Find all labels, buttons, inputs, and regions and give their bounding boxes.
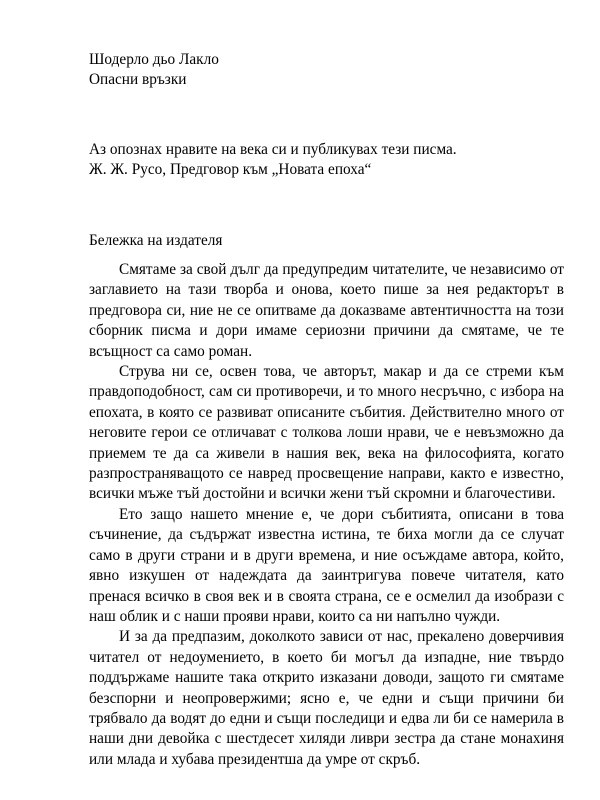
author-name: Шодерло дьо Лакло (89, 51, 219, 68)
epigraph-quote: Аз опознах нравите на века си и публикувах тези писма. (89, 141, 457, 158)
body-text (89, 260, 564, 770)
paragraph: Ето защо нашето мнение е, че дори събитията, описани в това съчинение, да съдържат известна истина, те биха могли да се случат само в други страни и в други времена, и ние осъждаме автора, който, явно изкушен от надеждата да заинтригува повече читателя, като пренася всичко в своя век и в своята страна, се е осмелил да изобрази с наш облик и с наши прояви нрави, които са ни напълно чужди. (89, 505, 564, 625)
paragraph: Смятаме за свой дълг да предупредим читателите, че независимо от заглавието на тази творба и онова, което пише за нея редакторът в предговора си, ние не се опитваме да доказваме автентичността на този сборник писма и дори имаме сериозни причини да смятаме, че те всъщност са само роман. (89, 261, 564, 360)
section-title: Бележка на издателя (89, 232, 223, 249)
epigraph-source: Ж. Ж. Русо, Предговор към „Новата епоха“ (89, 161, 372, 178)
book-header (89, 50, 559, 90)
paragraph: Струва ни се, освен това, че авторът, макар и да се стреми към правдоподобност, сам си противоречи, и то много несръчно, с избора на епохата, в която се развиват описаните събития. Действително много от неговите герои се отличават с толкова лоши нрави, че е невъзможно да приемем те да са живели в нашия век, века на философията, когато разпространяващото се навред просвещение направи, както е известно, всички мъже тъй достойни и всички жени тъй скромни и благочестиви. (89, 363, 564, 503)
epigraph (89, 140, 559, 180)
book-title: Опасни връзки (89, 71, 187, 88)
paragraph: И за да предпазим, доколкото зависи от нас, прекалено доверчивия читател от недоумението, в което би могъл да изпадне, ние твърдо поддържаме нашите така открито изказани доводи, защото ги смятаме безспорни и неопровержими; ясно е, че едни и същи причини би трябвало да водят до едни и същи последици и едва ли би се намерила в наши дни девойка с шестдесет хиляди ливри зестра да стане монахиня или млада и хубава президентша да умре от скръб. (89, 628, 564, 768)
